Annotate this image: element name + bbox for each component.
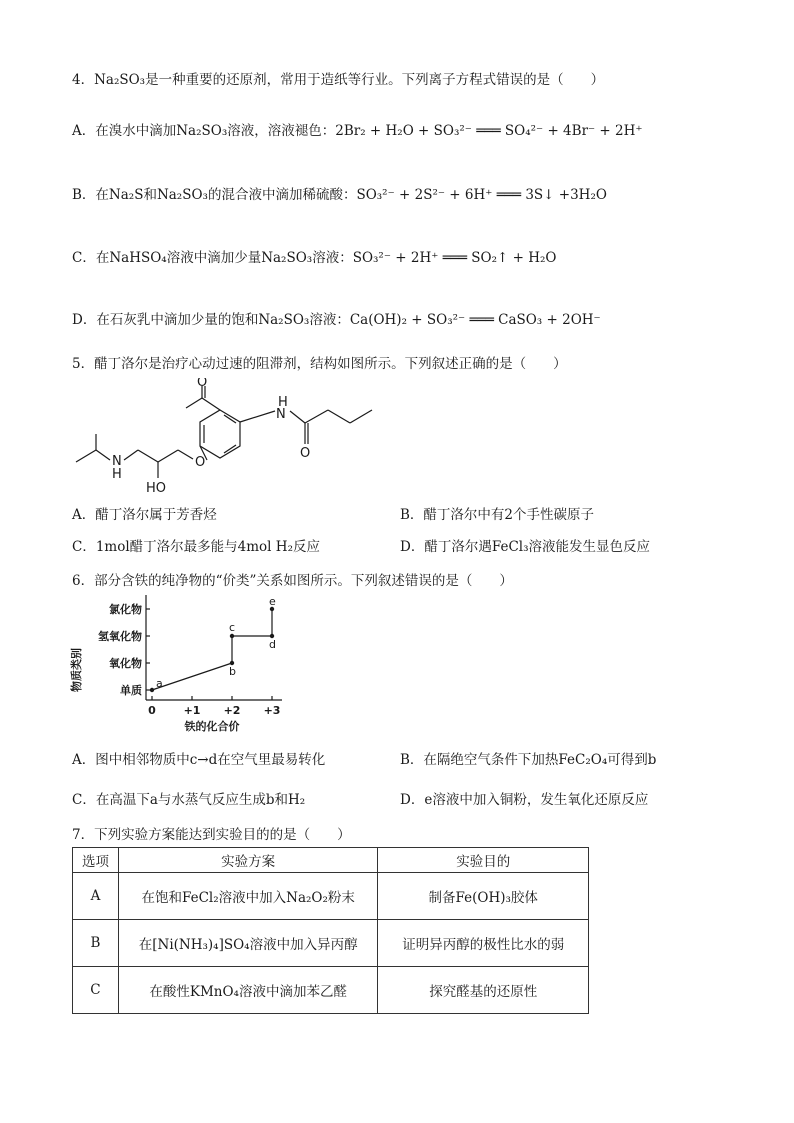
q7-stem: 7．下列实验方案能达到实验目的的是（ ） xyxy=(72,827,351,843)
header-option: 选项 xyxy=(73,848,119,873)
q5-option-b: B．醋丁洛尔中有2个手性碳原子 xyxy=(400,507,595,523)
point-a xyxy=(150,688,154,692)
row-plan: 在[Ni(NH₃)₄]SO₄溶液中加入异丙醇 xyxy=(118,920,378,967)
q6-stem: 6．部分含铁的纯净物的“价类”关系如图所示。下列叙述错误的是（ ） xyxy=(72,573,513,589)
q5-option-c: C．1mol醋丁洛尔最多能与4mol H₂反应 xyxy=(72,539,320,555)
q5-stem: 5．醋丁洛尔是治疗心动过速的阻滞剂，结构如图所示。下列叙述正确的是（ ） xyxy=(72,356,567,372)
table-row xyxy=(73,967,589,1014)
q4-option-b: B．在Na₂S和Na₂SO₃的混合液中滴加稀硫酸：SO₃²⁻ + 2S²⁻ + 6H⁺ ═══ 3S↓ +3H₂O xyxy=(72,187,607,203)
q6-option-a: A．图中相邻物质中c→d在空气里最易转化 xyxy=(72,752,326,768)
point-label-b: b xyxy=(229,665,236,678)
point-label-a: a xyxy=(156,677,163,690)
q4-option-d: D．在石灰乳中滴加少量的饱和Na₂SO₃溶液：Ca(OH)₂ + SO₃²⁻ ═══ CaSO₃ + 2OH⁻ xyxy=(72,312,601,328)
q4-stem: 4．Na₂SO₃是一种重要的还原剂，常用于造纸等行业。下列离子方程式错误的是（ ） xyxy=(72,72,605,88)
x-tick-label: +1 xyxy=(183,704,201,717)
row-plan: 在饱和FeCl₂溶液中加入Na₂O₂粉末 xyxy=(118,873,378,920)
label-amide-o: O xyxy=(300,446,311,461)
x-tick-label: +2 xyxy=(223,704,241,717)
q6-option-c: C．在高温下a与水蒸气反应生成b和H₂ xyxy=(72,792,306,808)
y-tick-label: 氢氧化物 xyxy=(98,630,142,643)
point-label-d: d xyxy=(269,638,276,651)
row-goal: 证明异丙醇的极性比水的弱 xyxy=(378,920,589,967)
header-plan: 实验方案 xyxy=(118,848,378,873)
label-nh-h: H xyxy=(278,395,288,410)
label-ether-o: O xyxy=(195,455,206,470)
row-goal: 探究醛基的还原性 xyxy=(378,967,589,1014)
y-tick-label: 单质 xyxy=(120,684,142,697)
label-amine-n: N xyxy=(112,454,122,469)
row-option: C xyxy=(73,967,119,1014)
point-label-c: c xyxy=(229,621,236,634)
q5-option-d: D．醋丁洛尔遇FeCl₃溶液能发生显色反应 xyxy=(400,539,651,555)
label-amine-h: H xyxy=(112,467,122,482)
label-amide-n: N xyxy=(276,407,286,422)
q6-option-d: D．e溶液中加入铜粉，发生氧化还原反应 xyxy=(400,792,649,808)
row-option: A xyxy=(73,873,119,920)
row-option: B xyxy=(73,920,119,967)
label-hydroxyl: HO xyxy=(146,481,167,496)
connection-line xyxy=(152,663,232,690)
table-header-row xyxy=(73,848,589,873)
x-axis-label: 铁的化合价 xyxy=(184,720,240,733)
experiment-table xyxy=(72,847,589,1014)
valence-category-chart xyxy=(70,594,300,739)
q4-option-c: C．在NaHSO₄溶液中滴加少量Na₂SO₃溶液：SO₃²⁻ + 2H⁺ ═══ SO₂↑ + H₂O xyxy=(72,250,557,266)
y-axis-label: 物质类别 xyxy=(70,648,83,692)
y-tick-label: 氯化物 xyxy=(109,603,142,616)
q5-option-a: A．醋丁洛尔属于芳香烃 xyxy=(72,507,217,523)
header-goal: 实验目的 xyxy=(378,848,589,873)
q6-option-b: B．在隔绝空气条件下加热FeC₂O₄可得到b xyxy=(400,752,657,768)
row-plan: 在酸性KMnO₄溶液中滴加苯乙醛 xyxy=(118,967,378,1014)
y-tick-label: 氧化物 xyxy=(109,657,142,670)
acebutolol-structure xyxy=(60,378,390,503)
q4-option-a: A．在溴水中滴加Na₂SO₃溶液，溶液褪色：2Br₂ + H₂O + SO₃²⁻ ═══ SO₄²⁻ + 4Br⁻ + 2H⁺ xyxy=(72,123,643,139)
row-goal: 制备Fe(OH)₃胶体 xyxy=(378,873,589,920)
table-row xyxy=(73,920,589,967)
point-label-e: e xyxy=(269,595,276,608)
point-c xyxy=(230,634,234,638)
table-row xyxy=(73,873,589,920)
x-tick-label: +3 xyxy=(263,704,281,717)
x-tick-label: 0 xyxy=(148,704,156,717)
label-acetyl-o: O xyxy=(197,378,208,390)
